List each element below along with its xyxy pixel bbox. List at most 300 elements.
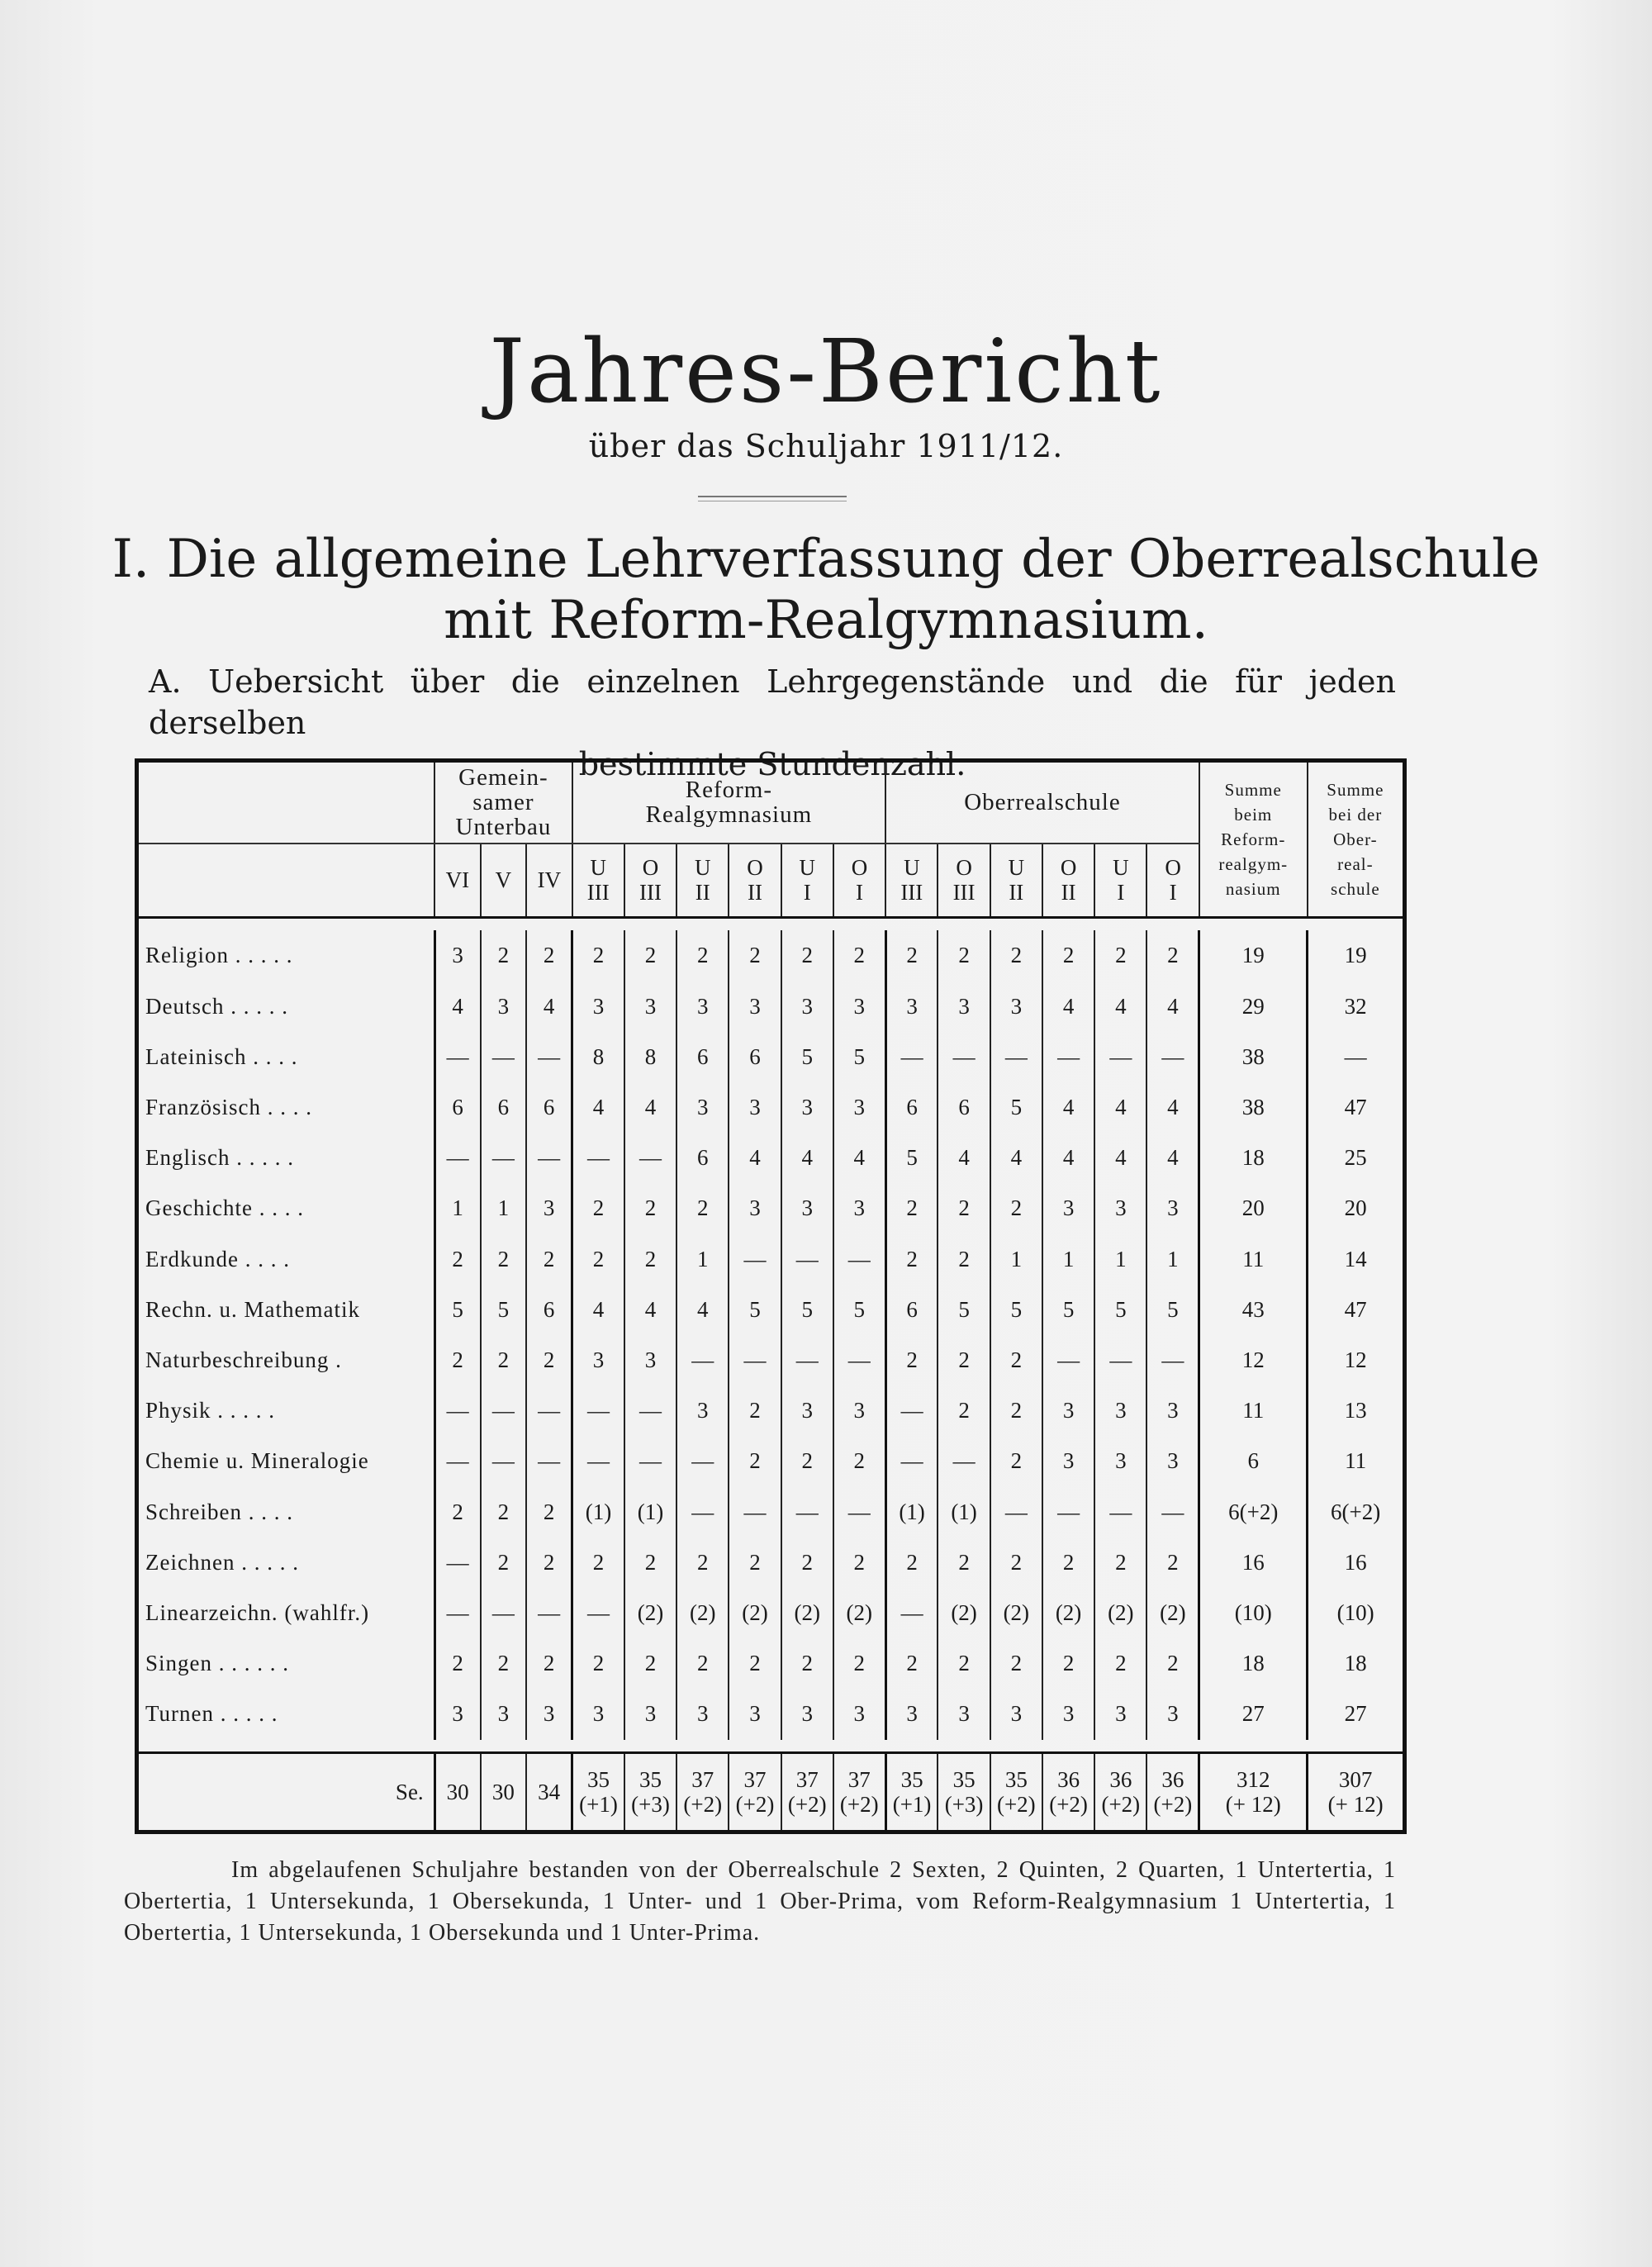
hours-cell: (2): [833, 1588, 885, 1638]
subject-header-blank: [137, 761, 435, 844]
hours-cell: 2: [481, 1335, 526, 1385]
hours-cell: —: [1094, 1487, 1146, 1537]
hours-cell: 6: [885, 1285, 938, 1335]
hours-cell: —: [1094, 1032, 1146, 1082]
class-header: [434, 844, 480, 918]
sum-ober-header: [1308, 761, 1405, 918]
hours-cell: 2: [572, 1183, 624, 1233]
hours-cell: 3: [676, 1082, 729, 1133]
hours-cell: 3: [1094, 1689, 1146, 1739]
table-row: [137, 1082, 1405, 1133]
hours-cell: —: [624, 1385, 676, 1436]
hours-cell: 20: [1308, 1183, 1405, 1233]
hours-cell: 3: [781, 981, 833, 1032]
hours-cell: 5: [990, 1285, 1042, 1335]
hours-cell: 11: [1199, 1234, 1308, 1285]
hours-cell: 2: [990, 1183, 1042, 1233]
subject-cell: Schreiben . . . .: [145, 1499, 293, 1524]
total-row: [137, 1752, 1405, 1832]
table-row: [137, 1032, 1405, 1082]
hours-cell: (1): [624, 1487, 676, 1537]
subject-cell: Lateinisch . . . .: [145, 1043, 298, 1069]
class-header-label: U III: [586, 855, 610, 905]
hours-cell: 5: [990, 1082, 1042, 1133]
hours-cell: 3: [1146, 1385, 1199, 1436]
hours-cell: 1: [676, 1234, 729, 1285]
total-cell: 35 (+3): [938, 1752, 990, 1832]
hours-cell: 2: [434, 1487, 480, 1537]
hours-cell: 3: [434, 1689, 480, 1739]
hours-cell: 2: [676, 1537, 729, 1588]
hours-cell: 12: [1308, 1335, 1405, 1385]
hours-cell: 27: [1199, 1689, 1308, 1739]
hours-cell: 3: [676, 1385, 729, 1436]
group-unterbau-label: Gemein- samer Unterbau: [455, 764, 552, 841]
group-oberreal: [885, 761, 1199, 844]
hours-cell: 2: [833, 1638, 885, 1689]
hours-cell: 5: [833, 1032, 885, 1082]
hours-cell: 3: [1094, 1385, 1146, 1436]
hours-cell: 20: [1199, 1183, 1308, 1233]
class-header-label: VI: [445, 867, 470, 893]
hours-cell: 3: [572, 981, 624, 1032]
subject-cell: Französisch . . . .: [145, 1095, 312, 1120]
hours-cell: 2: [624, 1638, 676, 1689]
hours-cell: 3: [1094, 1183, 1146, 1233]
hours-cell: 2: [938, 930, 990, 981]
hours-cell: 2: [572, 1234, 624, 1285]
class-header: [624, 844, 676, 918]
hours-cell: 3: [1094, 1436, 1146, 1486]
hours-cell: 3: [676, 981, 729, 1032]
hours-cell: 5: [781, 1032, 833, 1082]
hours-cell: 6: [526, 1285, 572, 1335]
hours-cell: 4: [526, 981, 572, 1032]
hours-cell: —: [1146, 1335, 1199, 1385]
hours-cell: 3: [729, 1082, 781, 1133]
hours-cell: 3: [833, 1689, 885, 1739]
hours-cell: 4: [1042, 981, 1094, 1032]
class-header-label: U I: [799, 855, 816, 905]
hours-cell: 2: [1146, 1537, 1199, 1588]
hours-cell: —: [1308, 1032, 1405, 1082]
hours-cell: 2: [481, 1487, 526, 1537]
hours-cell: 3: [1146, 1689, 1199, 1739]
hours-cell: 3: [624, 1335, 676, 1385]
hours-cell: —: [781, 1335, 833, 1385]
hours-cell: 2: [1094, 1638, 1146, 1689]
class-header: [481, 844, 526, 918]
class-header: [572, 844, 624, 918]
hours-cell: 3: [938, 981, 990, 1032]
subject-cell: Geschichte . . . .: [145, 1195, 304, 1221]
hours-cell: 2: [938, 1385, 990, 1436]
hours-cell: 3: [781, 1082, 833, 1133]
hours-cell: 4: [1094, 1133, 1146, 1183]
hours-cell: —: [1042, 1032, 1094, 1082]
hours-cell: 5: [1094, 1285, 1146, 1335]
hours-cell: —: [481, 1133, 526, 1183]
hours-cell: —: [572, 1588, 624, 1638]
hours-cell: 1: [481, 1183, 526, 1233]
hours-cell: 2: [885, 1638, 938, 1689]
hours-cell: 3: [572, 1689, 624, 1739]
table-row: [137, 1133, 1405, 1183]
hours-cell: 2: [1094, 930, 1146, 981]
hours-cell: 4: [938, 1133, 990, 1183]
hours-cell: 2: [938, 1335, 990, 1385]
hours-cell: 3: [833, 1183, 885, 1233]
total-cell: 34: [526, 1752, 572, 1832]
hours-cell: —: [1146, 1487, 1199, 1537]
hours-cell: 2: [572, 1638, 624, 1689]
hours-cell: 11: [1308, 1436, 1405, 1486]
hours-cell: 2: [572, 1537, 624, 1588]
hours-cell: 3: [481, 981, 526, 1032]
table-row: [137, 1487, 1405, 1537]
hours-cell: 2: [885, 1183, 938, 1233]
hours-cell: —: [676, 1335, 729, 1385]
class-header: [990, 844, 1042, 918]
hours-cell: —: [833, 1335, 885, 1385]
sum-reform-label: Summe beim Reform- realgym- nasium: [1218, 780, 1289, 899]
hours-cell: 6: [729, 1032, 781, 1082]
hours-cell: 2: [990, 930, 1042, 981]
class-header: [781, 844, 833, 918]
hours-cell: —: [572, 1133, 624, 1183]
hours-cell: 2: [1042, 930, 1094, 981]
class-header: [1146, 844, 1199, 918]
hours-cell: —: [781, 1234, 833, 1285]
hours-cell: 5: [481, 1285, 526, 1335]
hours-cell: 4: [624, 1082, 676, 1133]
subject-cell: Singen . . . . . .: [145, 1651, 290, 1676]
hours-cell: 3: [1146, 1183, 1199, 1233]
hours-cell: 2: [938, 1183, 990, 1233]
hours-cell: 47: [1308, 1285, 1405, 1335]
class-header: [1042, 844, 1094, 918]
hours-cell: —: [1146, 1032, 1199, 1082]
hours-cell: 2: [885, 1335, 938, 1385]
hours-cell: 6: [434, 1082, 480, 1133]
total-cell: 35 (+1): [572, 1752, 624, 1832]
hours-cell: —: [885, 1385, 938, 1436]
hours-cell: 2: [481, 1638, 526, 1689]
hours-cell: 2: [1042, 1537, 1094, 1588]
hours-cell: 16: [1199, 1537, 1308, 1588]
hours-cell: 2: [781, 930, 833, 981]
hours-cell: —: [526, 1133, 572, 1183]
total-cell: 37 (+2): [729, 1752, 781, 1832]
total-cell: 312 (+ 12): [1199, 1752, 1308, 1832]
hours-cell: 2: [938, 1234, 990, 1285]
hours-cell: —: [434, 1385, 480, 1436]
subject-cell: Deutsch . . . . .: [145, 993, 288, 1019]
table-row: [137, 1537, 1405, 1588]
subject-cell: Physik . . . . .: [145, 1398, 276, 1423]
subject-cell: Englisch . . . . .: [145, 1145, 294, 1171]
hours-cell: 2: [481, 930, 526, 981]
hours-cell: 5: [781, 1285, 833, 1335]
hours-cell: 13: [1308, 1385, 1405, 1436]
class-header-label: U I: [1113, 855, 1129, 905]
hours-cell: 2: [885, 930, 938, 981]
hours-cell: 2: [990, 1638, 1042, 1689]
hours-cell: 25: [1308, 1133, 1405, 1183]
hours-cell: —: [434, 1436, 480, 1486]
subject-cell: Zeichnen . . . . .: [145, 1549, 299, 1575]
hours-cell: —: [729, 1335, 781, 1385]
hours-cell: 6: [1199, 1436, 1308, 1486]
hours-cell: —: [434, 1588, 480, 1638]
hours-cell: (1): [885, 1487, 938, 1537]
hours-cell: 2: [833, 1436, 885, 1486]
hours-cell: 2: [526, 1638, 572, 1689]
hours-cell: 2: [1146, 1638, 1199, 1689]
class-header-label: O III: [639, 855, 662, 905]
class-header-label: O II: [1060, 855, 1077, 905]
hours-cell: —: [572, 1385, 624, 1436]
hours-cell: 2: [729, 1638, 781, 1689]
total-cell: 30: [481, 1752, 526, 1832]
hours-cell: (1): [572, 1487, 624, 1537]
hours-cell: 3: [833, 981, 885, 1032]
hours-cell: —: [624, 1436, 676, 1486]
table-row: [137, 1285, 1405, 1335]
group-reform-label: Reform- Realgymnasium: [645, 777, 813, 829]
hours-cell: —: [781, 1487, 833, 1537]
gap-cell: [137, 1740, 1405, 1753]
hours-cell: 19: [1199, 930, 1308, 981]
hours-cell: 8: [624, 1032, 676, 1082]
hours-cell: 4: [434, 981, 480, 1032]
hours-cell: 2: [624, 930, 676, 981]
hours-cell: —: [833, 1234, 885, 1285]
class-header-label: V: [495, 867, 512, 893]
hours-cell: 2: [526, 1487, 572, 1537]
hours-cell: —: [1042, 1487, 1094, 1537]
hours-cell: 2: [781, 1436, 833, 1486]
hours-cell: 5: [729, 1285, 781, 1335]
table-row: [137, 1335, 1405, 1385]
hours-cell: 4: [833, 1133, 885, 1183]
hours-cell: (1): [938, 1487, 990, 1537]
class-header: [885, 844, 938, 918]
class-header-label: O I: [1165, 855, 1181, 905]
table-row: [137, 1234, 1405, 1285]
subject-header-blank-2: [137, 844, 435, 918]
total-cell: 37 (+2): [833, 1752, 885, 1832]
hours-cell: 4: [624, 1285, 676, 1335]
table-row: [137, 1638, 1405, 1689]
hours-cell: 4: [1146, 1082, 1199, 1133]
hours-cell: (2): [990, 1588, 1042, 1638]
hours-cell: 3: [1042, 1436, 1094, 1486]
hours-cell: 2: [624, 1183, 676, 1233]
hours-cell: 2: [729, 930, 781, 981]
hours-cell: 2: [833, 1537, 885, 1588]
hours-cell: 1: [1042, 1234, 1094, 1285]
hours-cell: 27: [1308, 1689, 1405, 1739]
hours-cell: 4: [1146, 981, 1199, 1032]
hours-cell: 2: [676, 1183, 729, 1233]
table-row: [137, 1183, 1405, 1233]
hours-cell: 3: [781, 1183, 833, 1233]
hours-cell: 38: [1199, 1032, 1308, 1082]
total-cell: 37 (+2): [781, 1752, 833, 1832]
hours-cell: 2: [990, 1385, 1042, 1436]
class-header-label: O II: [747, 855, 763, 905]
hours-cell: 8: [572, 1032, 624, 1082]
hours-cell: 3: [1042, 1689, 1094, 1739]
subject-cell: Religion . . . . .: [145, 943, 293, 968]
hours-cell: 3: [1146, 1436, 1199, 1486]
hours-cell: —: [938, 1436, 990, 1486]
class-header: [938, 844, 990, 918]
total-cell: 36 (+2): [1146, 1752, 1199, 1832]
hours-cell: —: [885, 1436, 938, 1486]
class-header: [676, 844, 729, 918]
hours-cell: (2): [624, 1588, 676, 1638]
hours-cell: 3: [729, 1183, 781, 1233]
hours-cell: —: [990, 1032, 1042, 1082]
hours-cell: (2): [676, 1588, 729, 1638]
hours-cell: —: [885, 1588, 938, 1638]
hours-cell: 6(+2): [1199, 1487, 1308, 1537]
group-oberreal-label: Oberrealschule: [964, 789, 1121, 816]
hours-cell: —: [1094, 1335, 1146, 1385]
hours-cell: 5: [885, 1133, 938, 1183]
hours-cell: 2: [434, 1638, 480, 1689]
report-subtitle: über das Schuljahr 1911/12.: [588, 428, 1064, 464]
class-header-label: IV: [537, 867, 562, 893]
hours-cell: 3: [572, 1335, 624, 1385]
hours-cell: 2: [526, 930, 572, 981]
hours-cell: 2: [676, 930, 729, 981]
hours-cell: 3: [1042, 1385, 1094, 1436]
hours-cell: 3: [624, 1689, 676, 1739]
hours-cell: 3: [885, 1689, 938, 1739]
hours-cell: 6(+2): [1308, 1487, 1405, 1537]
hours-cell: 6: [526, 1082, 572, 1133]
hours-cell: 2: [434, 1335, 480, 1385]
total-cell: 30: [434, 1752, 480, 1832]
hours-cell: 4: [1094, 981, 1146, 1032]
hours-cell: 2: [990, 1537, 1042, 1588]
hours-cell: —: [729, 1487, 781, 1537]
subject-cell: Rechn. u. Mathematik: [145, 1296, 360, 1322]
report-title: Jahres-Bericht: [489, 321, 1163, 422]
class-header-label: O I: [851, 855, 868, 905]
hours-cell: 29: [1199, 981, 1308, 1032]
hours-cell: 1: [1094, 1234, 1146, 1285]
hours-cell: 2: [990, 1436, 1042, 1486]
subject-cell: Linearzeichn. (wahlfr.): [145, 1600, 370, 1626]
hours-cell: —: [676, 1436, 729, 1486]
hours-cell: 3: [781, 1385, 833, 1436]
hours-cell: 4: [729, 1133, 781, 1183]
sum-ober-label: Summe bei der Ober- real- schule: [1327, 780, 1384, 899]
total-cell: 36 (+2): [1094, 1752, 1146, 1832]
hours-cell: —: [938, 1032, 990, 1082]
hours-cell: —: [526, 1436, 572, 1486]
total-label: Se.: [137, 1752, 435, 1832]
lesson-hours-table: [135, 758, 1407, 1834]
hours-cell: 2: [526, 1234, 572, 1285]
hours-cell: 19: [1308, 930, 1405, 981]
hours-cell: 14: [1308, 1234, 1405, 1285]
class-header: [1094, 844, 1146, 918]
hours-cell: 2: [885, 1234, 938, 1285]
table-row: [137, 981, 1405, 1032]
total-cell: 36 (+2): [1042, 1752, 1094, 1832]
subject-cell: Turnen . . . . .: [145, 1701, 278, 1727]
hours-cell: 4: [676, 1285, 729, 1335]
hours-cell: 4: [1146, 1133, 1199, 1183]
hours-cell: 2: [481, 1537, 526, 1588]
table-row: [137, 930, 1405, 981]
total-cell: 35 (+1): [885, 1752, 938, 1832]
hours-cell: 2: [526, 1537, 572, 1588]
section-heading-line1: I. Die allgemeine Lehrverfassung der Oberrealschule: [112, 529, 1540, 590]
hours-cell: 3: [885, 981, 938, 1032]
class-header-label: U II: [1008, 855, 1025, 905]
total-cell: 307 (+ 12): [1308, 1752, 1405, 1832]
hours-cell: 3: [526, 1183, 572, 1233]
hours-cell: 18: [1199, 1638, 1308, 1689]
hours-cell: —: [481, 1588, 526, 1638]
hours-cell: (2): [781, 1588, 833, 1638]
hours-cell: 6: [885, 1082, 938, 1133]
hours-cell: 5: [833, 1285, 885, 1335]
section-heading-line2: mit Reform-Realgymnasium.: [444, 590, 1208, 651]
hours-cell: 4: [990, 1133, 1042, 1183]
hours-cell: 3: [676, 1689, 729, 1739]
hours-cell: 2: [729, 1537, 781, 1588]
hours-cell: —: [572, 1436, 624, 1486]
hours-cell: 2: [729, 1385, 781, 1436]
total-cell: 35 (+2): [990, 1752, 1042, 1832]
class-header: [526, 844, 572, 918]
subject-cell: Naturbeschreibung .: [145, 1347, 342, 1373]
group-reform: [572, 761, 886, 844]
hours-cell: 47: [1308, 1082, 1405, 1133]
hours-cell: —: [676, 1487, 729, 1537]
hours-cell: 2: [833, 930, 885, 981]
subject-cell: Erdkunde . . . .: [145, 1246, 290, 1271]
hours-cell: —: [526, 1385, 572, 1436]
subsection-heading-line1: A. Uebersicht über die einzelnen Lehrgegenstände und die für jeden derselben: [149, 663, 1396, 741]
table-row: [137, 1436, 1405, 1486]
divider-rule: [698, 496, 847, 497]
footnote-text: Im abgelaufenen Schuljahre bestanden von der Oberrealschule 2 Sexten, 2 Quinten, 2 Quarten, 1 Untertertia, 1 Obertertia, 1 Untersekunda, 1 Obersekunda, 1 Unter- und 1 Ober-Prima, vom Reform-Realgymnasium 1 Untertertia, 1 Obertertia, 1 Untersekunda, 1 Obersekunda und 1 Unter-Prima.: [124, 1857, 1396, 1946]
hours-cell: 2: [624, 1234, 676, 1285]
hours-cell: 3: [990, 981, 1042, 1032]
hours-cell: 32: [1308, 981, 1405, 1032]
hours-cell: 2: [1146, 930, 1199, 981]
group-unterbau: [434, 761, 572, 844]
hours-cell: 3: [526, 1689, 572, 1739]
hours-cell: 3: [833, 1385, 885, 1436]
table-gap-row: [137, 1740, 1405, 1753]
hours-cell: (10): [1199, 1588, 1308, 1638]
hours-cell: (2): [938, 1588, 990, 1638]
hours-cell: 43: [1199, 1285, 1308, 1335]
hours-cell: 5: [938, 1285, 990, 1335]
hours-cell: 2: [434, 1234, 480, 1285]
hours-cell: 1: [434, 1183, 480, 1233]
hours-cell: 2: [481, 1234, 526, 1285]
